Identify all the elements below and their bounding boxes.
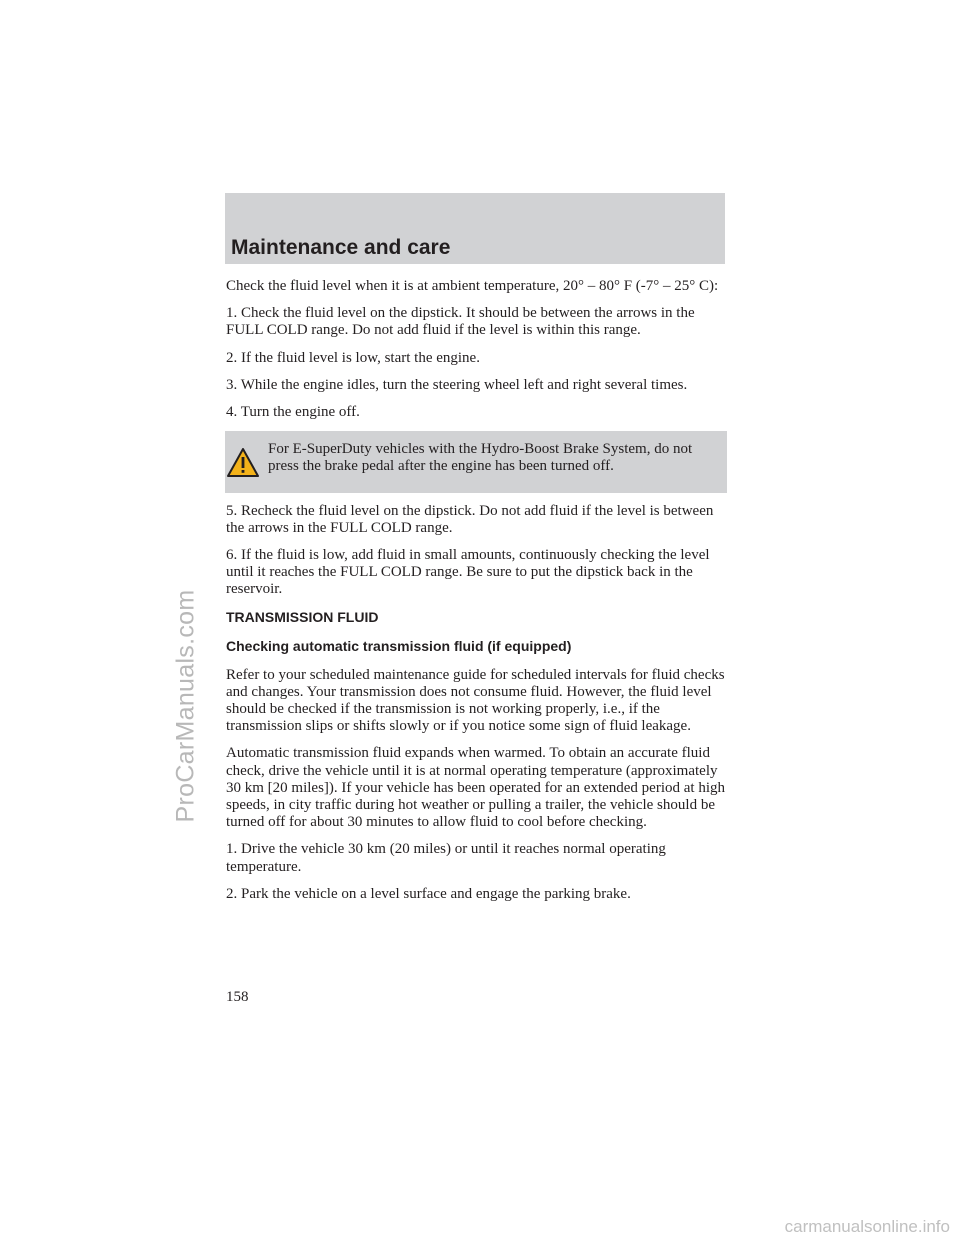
step-4: 4. Turn the engine off. (226, 404, 360, 421)
section-header-band (225, 193, 725, 264)
step-1: 1. Check the fluid level on the dipstick. It should be between the arrows in the FULL COLD range. Do not add fluid if the level is within this range. (226, 305, 695, 339)
page-number: 158 (226, 989, 249, 1005)
intro-paragraph: Check the fluid level when it is at ambient temperature, 20° – 80° F (-7° – 25° C): (226, 278, 719, 294)
step-5: 5. Recheck the fluid level on the dipstick. Do not add fluid if the level is between the arrows in the FULL COLD range. (226, 502, 714, 536)
step-6: 6. If the fluid is low, add fluid in small amounts, continuously checking the level until it reaches the FULL COLD range. Be sure to put the dipstick back in the reservoir. (226, 547, 710, 598)
site-watermark: ProCarManuals.com (171, 589, 200, 823)
transmission-step-2: 2. Park the vehicle on a level surface and engage the parking brake. (226, 885, 631, 902)
transmission-step-1: 1. Drive the vehicle 30 km (20 miles) or until it reaches normal operating temperature. (226, 841, 666, 875)
transmission-heading: TRANSMISSION FLUID (226, 608, 379, 625)
warning-text: For E-SuperDuty vehicles with the Hydro-Boost Brake System, do not press the brake pedal after the engine has been turned off. (268, 441, 693, 475)
transmission-intro: Refer to your scheduled maintenance guide for scheduled intervals for fluid checks and changes. Your transmission does not consume fluid. However, the fluid level should be checked if the transmission is not working properly, i.e., if the transmission slips or shifts slowly or if you notice some sign of fluid leakage. (226, 666, 725, 735)
transmission-warm-check: Automatic transmission fluid expands when warmed. To obtain an accurate fluid check, drive the vehicle until it is at normal operating temperature (approximately 30 km [20 miles]). If your vehicle has been operated for an extended period at high speeds, in city traffic during hot weather or pulling a trailer, the vehicle should be turned off for about 30 minutes to allow fluid to cool before checking. (226, 745, 725, 831)
warning-triangle-icon (226, 447, 260, 479)
warning-box (225, 431, 727, 492)
page-content (226, 278, 726, 913)
footer-site-name: carmanualsonline.info (784, 1217, 950, 1236)
transmission-subheading: Checking automatic transmission fluid (if equipped) (226, 637, 572, 654)
step-2: 2. If the fluid level is low, start the engine. (226, 349, 480, 366)
section-title: Maintenance and care (231, 236, 451, 259)
step-3: 3. While the engine idles, turn the steering wheel left and right several times. (226, 376, 688, 393)
